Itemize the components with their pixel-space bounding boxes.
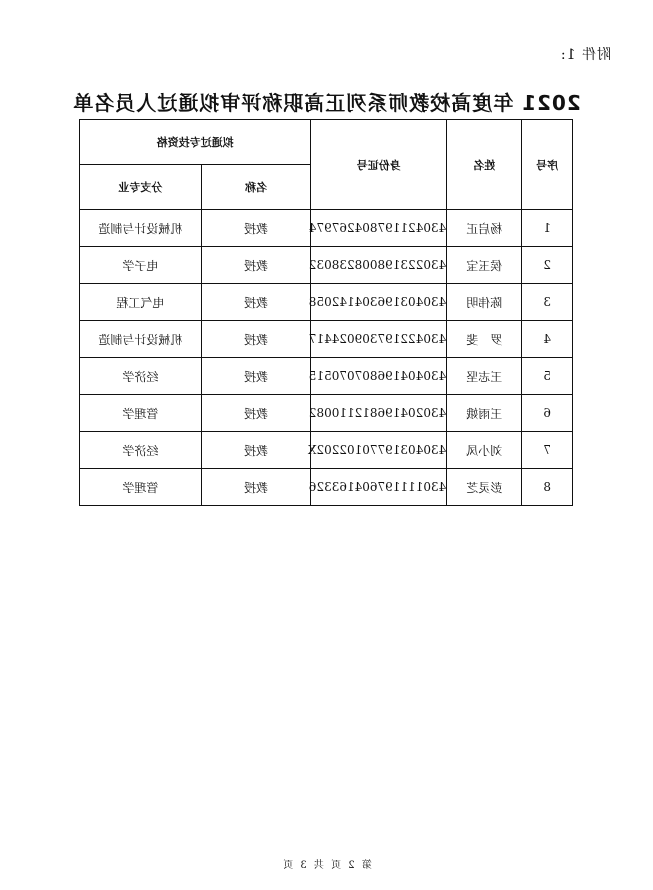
cell-name: 陈伟明 (447, 284, 522, 321)
header-no: 序号 (522, 120, 573, 210)
attachment-label: 附件 1: (559, 47, 611, 63)
cell-no: 3 (522, 284, 573, 321)
page-footer: 第 2 页 共 3 页 (281, 860, 372, 871)
cell-id: 430223198008238032 (311, 247, 447, 284)
cell-major: 电气工程 (80, 284, 202, 321)
cell-no: 4 (522, 321, 573, 358)
cell-title: 教授 (201, 432, 311, 469)
cell-id: 430404196807070515 (311, 358, 447, 395)
document-title: 2021 年度高校教师系列正高职称评审拟通过人员名单 (72, 91, 581, 115)
table-row (80, 247, 573, 284)
table-row (80, 469, 573, 506)
cell-title: 教授 (201, 321, 311, 358)
cell-id: 430403196304142058 (311, 284, 447, 321)
cell-name: 杨启正 (447, 210, 522, 247)
header-id: 身份证号 (311, 120, 447, 210)
header-major: 分支专业 (80, 165, 202, 210)
cell-title: 教授 (201, 284, 311, 321)
cell-id: 430111197604163326 (311, 469, 447, 506)
header-title: 名称 (201, 165, 311, 210)
cell-no: 1 (522, 210, 573, 247)
cell-id: 430421197804267974 (311, 210, 447, 247)
cell-name: 王志坚 (447, 358, 522, 395)
table-row (80, 210, 573, 247)
candidate-table (79, 119, 573, 506)
cell-title: 教授 (201, 358, 311, 395)
cell-id: 430204196812110082 (311, 395, 447, 432)
cell-no: 5 (522, 358, 573, 395)
cell-name: 刘小凤 (447, 432, 522, 469)
cell-major: 管理学 (80, 395, 202, 432)
cell-no: 8 (522, 469, 573, 506)
cell-major: 经济学 (80, 358, 202, 395)
cell-name: 侯玉宝 (447, 247, 522, 284)
cell-name: 王雨娥 (447, 395, 522, 432)
cell-title: 教授 (201, 469, 311, 506)
cell-id: 43040319770102202X (311, 432, 447, 469)
cell-id: 430422197309024417 (311, 321, 447, 358)
header-qualification-group: 拟通过专技资格 (80, 120, 311, 165)
cell-no: 6 (522, 395, 573, 432)
table-row (80, 358, 573, 395)
cell-title: 教授 (201, 210, 311, 247)
table-row (80, 284, 573, 321)
header-name: 姓名 (447, 120, 522, 210)
cell-name: 彭灵芝 (447, 469, 522, 506)
table-row (80, 321, 573, 358)
table-row (80, 395, 573, 432)
cell-major: 机械设计与制造 (80, 210, 202, 247)
cell-major: 电子学 (80, 247, 202, 284)
cell-major: 经济学 (80, 432, 202, 469)
cell-major: 管理学 (80, 469, 202, 506)
cell-title: 教授 (201, 247, 311, 284)
cell-no: 7 (522, 432, 573, 469)
table-row (80, 432, 573, 469)
cell-no: 2 (522, 247, 573, 284)
cell-major: 机械设计与制造 (80, 321, 202, 358)
cell-title: 教授 (201, 395, 311, 432)
cell-name: 罗 斐 (447, 321, 522, 358)
